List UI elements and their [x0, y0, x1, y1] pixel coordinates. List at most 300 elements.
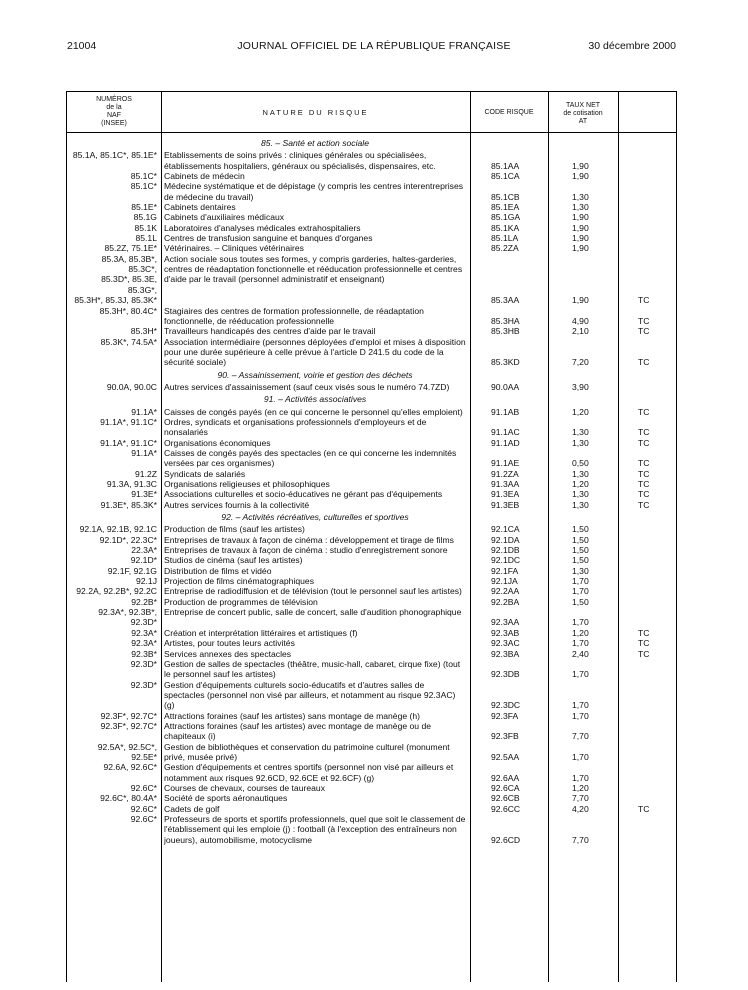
tc-cell — [618, 243, 676, 253]
naf-cell — [67, 783, 161, 793]
tc-cell-text: TC — [638, 326, 650, 337]
naf-cell — [67, 382, 161, 392]
nature-cell — [161, 649, 470, 659]
naf-cell-text: 92.1J — [135, 576, 157, 587]
tc-cell — [618, 407, 676, 417]
taux-cell — [548, 762, 618, 783]
code-cell — [470, 392, 548, 406]
tc-cell — [618, 171, 676, 181]
naf-cell-text: 91.1A*, 91.1C* — [100, 437, 157, 448]
taux-cell — [548, 448, 618, 469]
taux-cell-text: 1,50 — [572, 555, 589, 566]
tc-cell — [618, 680, 676, 711]
taux-cell-text: 4,20 — [572, 803, 589, 814]
code-cell-text: 85.3AA — [491, 295, 520, 306]
naf-cell-text: 92.1A, 92.1B, 92.1C — [79, 524, 157, 535]
nature-cell-text: Caisses de congés payés (en ce qui concerne le personnel qu'elles emploient) — [164, 406, 463, 417]
tc-cell — [618, 814, 676, 845]
naf-cell — [67, 407, 161, 417]
nature-cell-text: Artistes, pour toutes leurs activités — [164, 638, 295, 649]
naf-cell — [67, 524, 161, 534]
table-row — [67, 326, 676, 336]
table-row — [67, 223, 676, 233]
table-row — [67, 479, 676, 489]
code-cell — [470, 597, 548, 607]
tc-cell — [618, 566, 676, 576]
taux-cell — [548, 306, 618, 327]
code-cell — [470, 711, 548, 721]
naf-cell — [67, 368, 161, 382]
code-cell-text: 91.2ZA — [491, 468, 519, 479]
code-cell-text: 92.6CB — [491, 793, 520, 804]
naf-cell — [67, 233, 161, 243]
code-cell-text: 85.1KA — [491, 222, 520, 233]
table-row — [67, 649, 676, 659]
nature-cell — [161, 306, 470, 327]
table-row — [67, 438, 676, 448]
table-row — [67, 212, 676, 222]
naf-cell — [67, 181, 161, 202]
tc-cell — [618, 711, 676, 721]
table-row — [67, 535, 676, 545]
taux-cell — [548, 535, 618, 545]
nature-cell — [161, 721, 470, 742]
tc-cell — [618, 136, 676, 150]
tc-cell-text: TC — [638, 315, 650, 326]
naf-cell — [67, 659, 161, 680]
nature-cell — [161, 326, 470, 336]
nature-cell-text: Entreprises de travaux à façon de cinéma : studio d'enregistrement sonore — [164, 545, 448, 556]
tc-cell — [618, 438, 676, 448]
naf-cell — [67, 306, 161, 327]
taux-cell — [548, 150, 618, 171]
taux-cell — [548, 392, 618, 406]
code-cell-text: 92.1CA — [491, 524, 520, 535]
code-cell — [470, 814, 548, 845]
code-cell-text: 92.6CA — [491, 782, 520, 793]
naf-cell — [67, 814, 161, 845]
taux-cell — [548, 742, 618, 763]
section-heading-row — [67, 368, 676, 382]
nature-cell-text: Entreprise de radiodiffusion et de télévision (tout le personnel sauf les artistes) — [164, 586, 462, 597]
tc-cell — [618, 638, 676, 648]
code-cell — [470, 223, 548, 233]
table-row — [67, 489, 676, 499]
naf-cell — [67, 742, 161, 763]
code-cell — [470, 566, 548, 576]
code-cell-text: 92.3DB — [491, 669, 520, 680]
naf-cell — [67, 438, 161, 448]
code-cell-text: 92.3AC — [491, 638, 520, 649]
nature-cell — [161, 233, 470, 243]
table-row — [67, 469, 676, 479]
nature-cell-text: Centres de transfusion sanguine et banques d'organes — [164, 233, 373, 244]
nature-cell — [161, 586, 470, 596]
code-cell-text: 91.3EB — [491, 499, 520, 510]
nature-cell-text: Gestion d'équipements et centres sportifs (personnel non visé par ailleurs et notamment aux risques 92.6CD, 92.6CE et 92.6CF) (g) — [164, 762, 454, 783]
code-cell — [470, 448, 548, 469]
naf-cell — [67, 171, 161, 181]
table-row — [67, 243, 676, 253]
table-row — [67, 566, 676, 576]
naf-cell — [67, 489, 161, 499]
tc-cell — [618, 479, 676, 489]
section-title-text: 90. – Assainissement, voirie et gestion des déchets — [217, 369, 413, 380]
naf-cell — [67, 417, 161, 438]
naf-cell-text: 92.6C* — [130, 803, 157, 814]
table-row — [67, 150, 676, 171]
code-cell-text: 92.2AA — [491, 586, 520, 597]
taux-cell-text: 1,90 — [572, 295, 589, 306]
taux-cell-text: 1,70 — [572, 576, 589, 587]
tc-cell — [618, 762, 676, 783]
nature-cell — [161, 438, 470, 448]
naf-cell — [67, 510, 161, 524]
tc-cell — [618, 233, 676, 243]
tc-cell — [618, 202, 676, 212]
risk-table — [66, 91, 677, 982]
code-cell — [470, 171, 548, 181]
naf-cell-text: 92.3D* — [130, 658, 157, 669]
code-cell — [470, 510, 548, 524]
nature-cell-text: Caisses de congés payés des spectacles (en ce qui concerne les indemnités versées par ces organismes) — [164, 447, 457, 469]
naf-cell — [67, 804, 161, 814]
code-cell-text: 85.1LA — [491, 233, 519, 244]
taux-cell — [548, 793, 618, 803]
tc-cell — [618, 306, 676, 327]
nature-cell — [161, 659, 470, 680]
code-cell — [470, 469, 548, 479]
section-heading-row — [67, 392, 676, 406]
naf-cell-text: 92.2B* — [131, 596, 157, 607]
nature-cell-text: Attractions foraines (sauf les artistes) sans montage de manège (h) — [164, 710, 421, 721]
taux-cell-text: 1,90 — [572, 243, 589, 254]
nature-cell — [161, 804, 470, 814]
nature-cell — [161, 524, 470, 534]
table-row — [67, 233, 676, 243]
nature-cell-text: Attractions foraines (sauf les artistes) avec montage de manège ou de chapiteaux (i) — [164, 720, 432, 742]
nature-cell-text: Production de programmes de télévision — [164, 596, 318, 607]
taux-cell — [548, 254, 618, 306]
naf-cell — [67, 150, 161, 171]
naf-cell-text: 85.1E* — [131, 202, 157, 213]
code-cell-text: 91.3AA — [491, 479, 520, 489]
nature-cell — [161, 742, 470, 763]
code-cell — [470, 804, 548, 814]
tc-cell — [618, 337, 676, 368]
tc-cell — [618, 586, 676, 596]
code-cell-text: 92.1JA — [491, 576, 518, 587]
naf-cell-text: 92.5A*, 92.5C*, 92.5E* — [97, 741, 157, 762]
code-cell — [470, 555, 548, 565]
code-cell-text: 91.3EA — [491, 489, 520, 500]
table-row — [67, 524, 676, 534]
section-title-text: 92. – Activités récréatives, culturelles et sportives — [221, 512, 409, 523]
publication-date: 30 décembre 2000 — [588, 40, 676, 52]
nature-cell-text: Entreprises de travaux à façon de cinéma : développement et tirage de films — [164, 534, 454, 545]
tc-cell — [618, 742, 676, 763]
table-row — [67, 814, 676, 845]
nature-cell-text: Syndicats de salariés — [164, 468, 246, 479]
code-cell — [470, 306, 548, 327]
code-cell — [470, 337, 548, 368]
tc-cell — [618, 489, 676, 499]
taux-cell — [548, 783, 618, 793]
taux-cell — [548, 680, 618, 711]
tc-cell — [618, 535, 676, 545]
table-row — [67, 793, 676, 803]
naf-cell-text: 91.3E* — [131, 489, 157, 500]
nature-cell — [161, 566, 470, 576]
naf-cell — [67, 469, 161, 479]
naf-cell-text: 85.3H* — [130, 326, 157, 337]
code-cell — [470, 212, 548, 222]
nature-cell-text: Associations culturelles et socio-éducatives ne gérant pas d'équipements — [164, 489, 443, 500]
code-cell-text: 92.1DA — [491, 534, 520, 545]
code-cell — [470, 783, 548, 793]
tc-cell — [618, 510, 676, 524]
taux-cell — [548, 368, 618, 382]
code-cell-text: 92.5AA — [491, 751, 520, 762]
naf-cell-text: 92.3F*, 92.7C* — [100, 720, 157, 731]
taux-cell-text: 1,70 — [572, 617, 589, 628]
taux-cell-text: 7,70 — [572, 834, 589, 845]
naf-cell-text: 85.2Z, 75.1E* — [104, 243, 157, 254]
tc-cell — [618, 500, 676, 510]
nature-cell — [161, 555, 470, 565]
nature-cell — [161, 762, 470, 783]
naf-cell-text: 92.6A, 92.6C* — [103, 762, 157, 773]
tc-cell-text: TC — [638, 406, 650, 417]
code-cell-text: 85.1AA — [491, 160, 520, 171]
taux-cell — [548, 417, 618, 438]
code-cell-text: 90.0AA — [491, 381, 520, 392]
code-cell-text: 92.3AA — [491, 617, 520, 628]
taux-cell — [548, 489, 618, 499]
code-cell-text: 92.3BA — [491, 648, 520, 659]
taux-cell-text: 1,20 — [572, 782, 589, 793]
naf-cell — [67, 566, 161, 576]
naf-cell-text: 85.3K*, 74.5A* — [100, 336, 157, 347]
taux-cell-text: 1,70 — [572, 638, 589, 649]
code-cell — [470, 628, 548, 638]
nature-cell — [161, 793, 470, 803]
nature-cell-text: Gestion de bibliothèques et conservation du patrimoine culturel (monument privé, musée privé) — [164, 741, 450, 762]
table-row — [67, 545, 676, 555]
naf-cell-text: 91.1A*, 91.1C* — [100, 416, 157, 427]
taux-cell-text: 1,90 — [572, 171, 589, 182]
taux-cell — [548, 202, 618, 212]
table-body — [67, 136, 676, 845]
naf-cell-text: 92.3D* — [130, 679, 157, 690]
naf-cell-text: 92.3F*, 92.7C* — [100, 710, 157, 721]
table-row — [67, 337, 676, 368]
taux-cell — [548, 628, 618, 638]
table-row — [67, 762, 676, 783]
naf-cell-text: 90.0A, 90.0C — [106, 381, 157, 392]
code-cell — [470, 202, 548, 212]
nature-cell — [161, 597, 470, 607]
naf-cell — [67, 448, 161, 469]
code-cell — [470, 649, 548, 659]
tc-cell — [618, 576, 676, 586]
nature-cell — [161, 337, 470, 368]
nature-cell-text: Autres services d'assainissement (sauf ceux visés sous le numéro 74.7ZD) — [164, 381, 450, 392]
tc-cell — [618, 607, 676, 628]
taux-cell-text: 1,20 — [572, 406, 589, 417]
code-cell-text: 91.1AE — [491, 458, 520, 469]
nature-cell — [161, 407, 470, 417]
naf-cell — [67, 212, 161, 222]
taux-cell — [548, 510, 618, 524]
tc-cell-text: TC — [638, 479, 650, 489]
naf-cell-text: 85.1L — [135, 233, 157, 244]
code-cell — [470, 382, 548, 392]
code-cell — [470, 417, 548, 438]
code-cell-text: 92.3DC — [491, 700, 521, 711]
taux-cell — [548, 212, 618, 222]
code-cell-text: 91.1AB — [491, 406, 520, 417]
naf-cell-text: 92.6C*, 80.4A* — [100, 793, 157, 804]
tc-cell-text: TC — [638, 427, 650, 438]
tc-cell-text: TC — [638, 468, 650, 479]
taux-cell — [548, 721, 618, 742]
nature-cell-text: Vétérinaires. – Cliniques vétérinaires — [164, 243, 304, 254]
tc-cell — [618, 448, 676, 469]
taux-cell — [548, 181, 618, 202]
nature-cell — [161, 576, 470, 586]
taux-cell-text: 1,70 — [572, 700, 589, 711]
naf-cell-text: 92.3A* — [131, 627, 157, 638]
table-row — [67, 407, 676, 417]
code-cell — [470, 793, 548, 803]
code-cell-text: 85.1GA — [491, 212, 521, 223]
tc-cell-text: TC — [638, 648, 650, 659]
taux-cell — [548, 566, 618, 576]
nature-cell-text: Services annexes des spectacles — [164, 648, 292, 659]
naf-cell — [67, 392, 161, 406]
nature-cell — [161, 500, 470, 510]
table-row — [67, 659, 676, 680]
code-cell-text: 91.1AC — [491, 427, 520, 438]
naf-cell-text: 85.1C* — [130, 181, 157, 192]
naf-cell — [67, 337, 161, 368]
naf-cell — [67, 638, 161, 648]
code-cell-text: 85.3HB — [491, 326, 520, 337]
naf-cell-text: 85.1A, 85.1C*, 85.1E* — [72, 150, 157, 161]
naf-cell — [67, 326, 161, 336]
nature-cell-text: Action sociale sous toutes ses formes, y compris garderies, haltes-garderies, centres de réadaptation fonctionnelle et rééducation professionnelle et centres d'aide par le travail (personnel administratif et enseignant) — [164, 253, 463, 285]
nature-cell — [161, 448, 470, 469]
table-row — [67, 804, 676, 814]
nature-cell-text: Médecine systématique et de dépistage (y compris les centres interentreprises de médecine du travail) — [164, 181, 464, 202]
code-cell-text: 85.1CA — [491, 171, 520, 182]
tc-cell-text: TC — [638, 458, 650, 469]
code-cell — [470, 721, 548, 742]
nature-cell — [161, 489, 470, 499]
code-cell — [470, 680, 548, 711]
naf-cell-text: 91.2Z — [135, 468, 157, 479]
nature-cell — [161, 171, 470, 181]
taux-cell — [548, 576, 618, 586]
taux-cell-text: 1,30 — [572, 437, 589, 448]
taux-cell-text: 1,30 — [572, 427, 589, 438]
naf-cell — [67, 793, 161, 803]
taux-cell — [548, 555, 618, 565]
taux-cell-text: 1,70 — [572, 710, 589, 721]
naf-cell-text: 92.2A, 92.2B*, 92.2C — [76, 586, 157, 597]
table-row — [67, 783, 676, 793]
tc-cell-text: TC — [638, 489, 650, 500]
code-cell — [470, 659, 548, 680]
tc-cell-text: TC — [638, 357, 650, 368]
code-cell-text: 85.3HA — [491, 315, 520, 326]
table-row — [67, 628, 676, 638]
nature-cell-text: Laboratoires d'analyses médicales extrahospitaliers — [164, 222, 361, 233]
naf-cell — [67, 711, 161, 721]
section-title — [161, 136, 470, 150]
code-cell — [470, 181, 548, 202]
tc-cell — [618, 181, 676, 202]
nature-cell-text: Cabinets dentaires — [164, 202, 236, 213]
tc-cell — [618, 524, 676, 534]
code-cell-text: 92.3AB — [491, 627, 520, 638]
taux-cell-text: 1,50 — [572, 534, 589, 545]
table-row — [67, 721, 676, 742]
tc-cell — [618, 804, 676, 814]
naf-cell-text: 92.1D* — [130, 555, 157, 566]
section-title — [161, 510, 470, 524]
nature-cell-text: Société de sports aéronautiques — [164, 793, 288, 804]
code-cell-text: 85.3KD — [491, 357, 520, 368]
section-heading-row — [67, 510, 676, 524]
tc-cell — [618, 417, 676, 438]
naf-cell — [67, 607, 161, 628]
taux-cell-text: 1,30 — [572, 191, 589, 202]
taux-cell — [548, 597, 618, 607]
code-cell — [470, 500, 548, 510]
naf-cell — [67, 597, 161, 607]
nature-cell — [161, 628, 470, 638]
tc-cell-text: TC — [638, 437, 650, 448]
taux-cell — [548, 545, 618, 555]
taux-cell — [548, 171, 618, 181]
naf-cell — [67, 680, 161, 711]
naf-cell — [67, 243, 161, 253]
section-heading-row — [67, 136, 676, 150]
nature-cell — [161, 783, 470, 793]
nature-cell — [161, 243, 470, 253]
naf-cell-text: 92.1D*, 22.3C* — [99, 534, 157, 545]
nature-cell-text: Gestion d'équipements culturels socio-éducatifs et d'autres salles de spectacles (personnel non visé par ailleurs, et notamment au risque 92.3AC) (g) — [164, 679, 456, 711]
column-header-naf: NUMÉROS de la NAF (INSEE) — [96, 96, 132, 127]
code-cell — [470, 586, 548, 596]
taux-cell — [548, 438, 618, 448]
page-number: 21004 — [67, 40, 97, 52]
nature-cell — [161, 254, 470, 306]
taux-cell-text: 1,90 — [572, 212, 589, 223]
tc-cell — [618, 649, 676, 659]
tc-cell — [618, 469, 676, 479]
section-title — [161, 368, 470, 382]
naf-cell-text: 85.3A, 85.3B*, 85.3C*, 85.3D*, 85.3E, 85.3G*, 85.3H*, 85.3J, 85.3K* — [74, 253, 157, 306]
nature-cell — [161, 535, 470, 545]
code-cell — [470, 524, 548, 534]
taux-cell-text: 1,30 — [572, 468, 589, 479]
naf-cell-text: 85.1G — [133, 212, 157, 223]
code-cell — [470, 576, 548, 586]
table-row — [67, 607, 676, 628]
